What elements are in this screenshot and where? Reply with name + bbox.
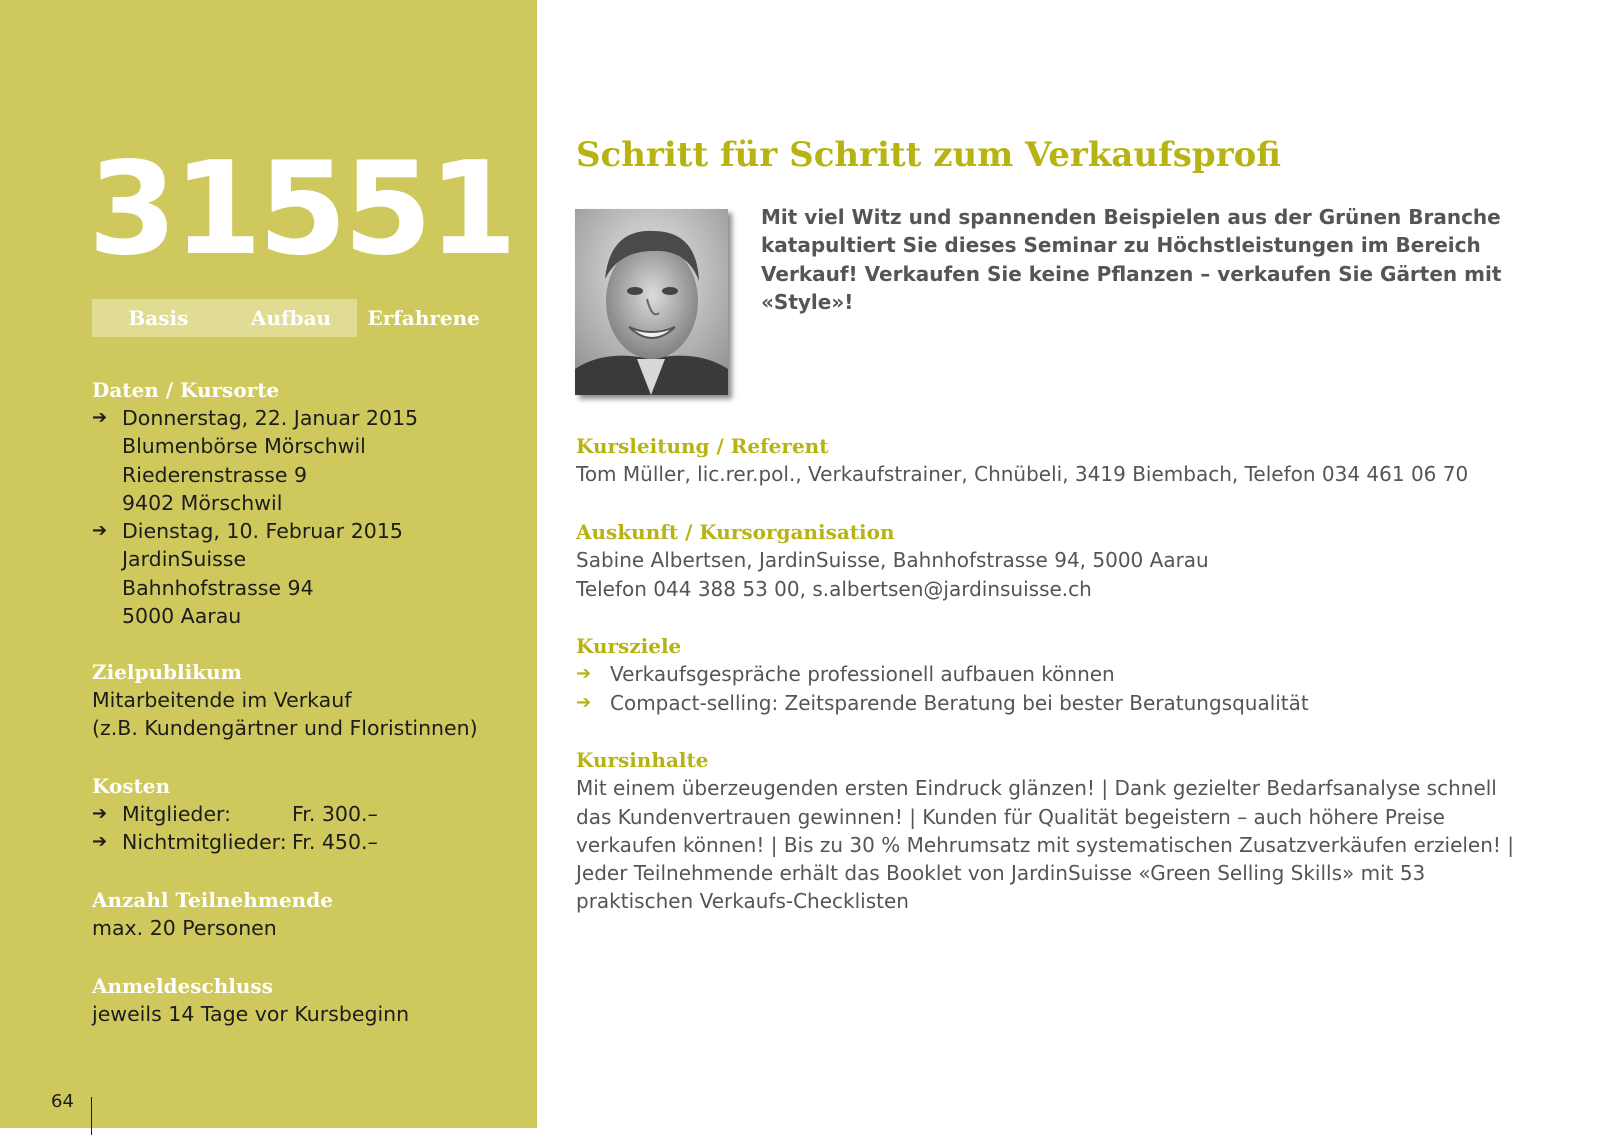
info-section bbox=[576, 518, 1209, 603]
info-heading: Auskunft / Kursorganisation bbox=[576, 520, 895, 544]
level-erfahrene: Erfahrene bbox=[367, 306, 480, 330]
costs-section bbox=[92, 772, 512, 857]
audience-line: (z.B. Kundengärtner und Floristinnen) bbox=[92, 716, 478, 741]
participants-value: max. 20 Personen bbox=[92, 916, 277, 940]
leader-text: Tom Müller, lic.rer.pol., Verkaufstrainer, Chnübeli, 3419 Biembach, Telefon 034 461 06 70 bbox=[576, 462, 1469, 487]
content-text: Mit einem überzeugenden ersten Eindruck glänzen! | Dank gezielter Bedarfsanalyse schnell das Kundenvertrauen gewinnen! | Kunden für Qualität begeistern – auch höhere Preise verkaufen können! | Bis zu 30 % Mehrumsatz mit systematischen Zusatzverkäufen erzielen! | Jeder Teilnehmende erhält das Booklet von JardinSuisse «Green Selling Skills» mit 53 praktischen Verkaufs-Checklisten bbox=[576, 776, 1515, 914]
cost-row bbox=[92, 800, 512, 828]
audience-section bbox=[92, 658, 512, 743]
street-line: Bahnhofstrasse 94 bbox=[122, 575, 314, 600]
participants-heading: Anzahl Teilnehmende bbox=[92, 888, 333, 912]
arrow-right-icon: ➔ bbox=[576, 691, 592, 713]
cost-price: Fr. 450.– bbox=[292, 830, 378, 855]
participants-section bbox=[92, 886, 512, 942]
course-intro: Mit viel Witz und spannenden Beispielen aus der Grünen Branche katapultiert Sie dieses Seminar zu Höchstleistungen im Bereich Verkauf! Verkaufen Sie keine Pflanzen – verkaufen Sie Gärten mit «Style»! bbox=[761, 205, 1502, 314]
sidebar-panel bbox=[0, 0, 537, 1128]
goals-section bbox=[576, 632, 1309, 717]
arrow-right-icon: ➔ bbox=[92, 407, 108, 428]
cost-label: Nichtmitglieder: bbox=[122, 830, 287, 855]
page-number: 64 bbox=[51, 1091, 74, 1112]
audience-heading: Zielpublikum bbox=[92, 660, 242, 684]
content-heading: Kursinhalte bbox=[576, 748, 709, 772]
deadline-value: jeweils 14 Tage vor Kursbeginn bbox=[92, 1002, 410, 1026]
goal-text: Verkaufsgespräche professionell aufbauen können bbox=[610, 662, 1115, 687]
date-line: Dienstag, 10. Februar 2015 bbox=[122, 519, 403, 544]
level-basis: Basis bbox=[92, 299, 225, 337]
level-aufbau: Aufbau bbox=[225, 299, 358, 337]
date-entry bbox=[92, 404, 512, 517]
dates-section bbox=[92, 376, 512, 630]
goal-item bbox=[576, 660, 1309, 688]
audience-line: Mitarbeitende im Verkauf bbox=[92, 688, 352, 712]
page-title: Schritt für Schritt zum Verkaufsprofi bbox=[576, 135, 1282, 175]
content-section bbox=[576, 746, 1516, 916]
leader-section bbox=[576, 432, 1468, 489]
deadline-heading: Anmeldeschluss bbox=[92, 974, 273, 998]
city-line: 9402 Mörschwil bbox=[122, 490, 283, 515]
course-number: 31551 bbox=[88, 135, 514, 284]
cost-row bbox=[92, 828, 512, 856]
street-line: Riederenstrasse 9 bbox=[122, 462, 308, 487]
page-number-divider bbox=[91, 1097, 92, 1135]
level-indicator bbox=[92, 299, 490, 337]
cost-price: Fr. 300.– bbox=[292, 802, 378, 826]
instructor-portrait bbox=[575, 209, 728, 395]
info-line: Telefon 044 388 53 00, s.albertsen@jardinsuisse.ch bbox=[576, 576, 1092, 601]
city-line: 5000 Aarau bbox=[122, 604, 242, 629]
venue-line: Blumenbörse Mörschwil bbox=[122, 434, 366, 459]
goal-item bbox=[576, 689, 1309, 717]
dates-heading: Daten / Kursorte bbox=[92, 378, 280, 402]
costs-heading: Kosten bbox=[92, 774, 171, 798]
arrow-right-icon: ➔ bbox=[576, 663, 592, 685]
venue-line: JardinSuisse bbox=[122, 547, 247, 572]
info-line: Sabine Albertsen, JardinSuisse, Bahnhofstrasse 94, 5000 Aarau bbox=[576, 548, 1209, 573]
date-line: Donnerstag, 22. Januar 2015 bbox=[122, 406, 419, 430]
cost-label: Mitglieder: bbox=[122, 802, 232, 826]
leader-heading: Kursleitung / Referent bbox=[576, 434, 829, 458]
goal-text: Compact-selling: Zeitsparende Beratung bei bester Beratungsqualität bbox=[610, 690, 1309, 715]
arrow-right-icon: ➔ bbox=[92, 520, 108, 542]
date-entry bbox=[92, 517, 512, 630]
goals-heading: Kursziele bbox=[576, 634, 682, 658]
arrow-right-icon: ➔ bbox=[92, 831, 108, 853]
arrow-right-icon: ➔ bbox=[92, 803, 108, 824]
deadline-section bbox=[92, 972, 512, 1028]
